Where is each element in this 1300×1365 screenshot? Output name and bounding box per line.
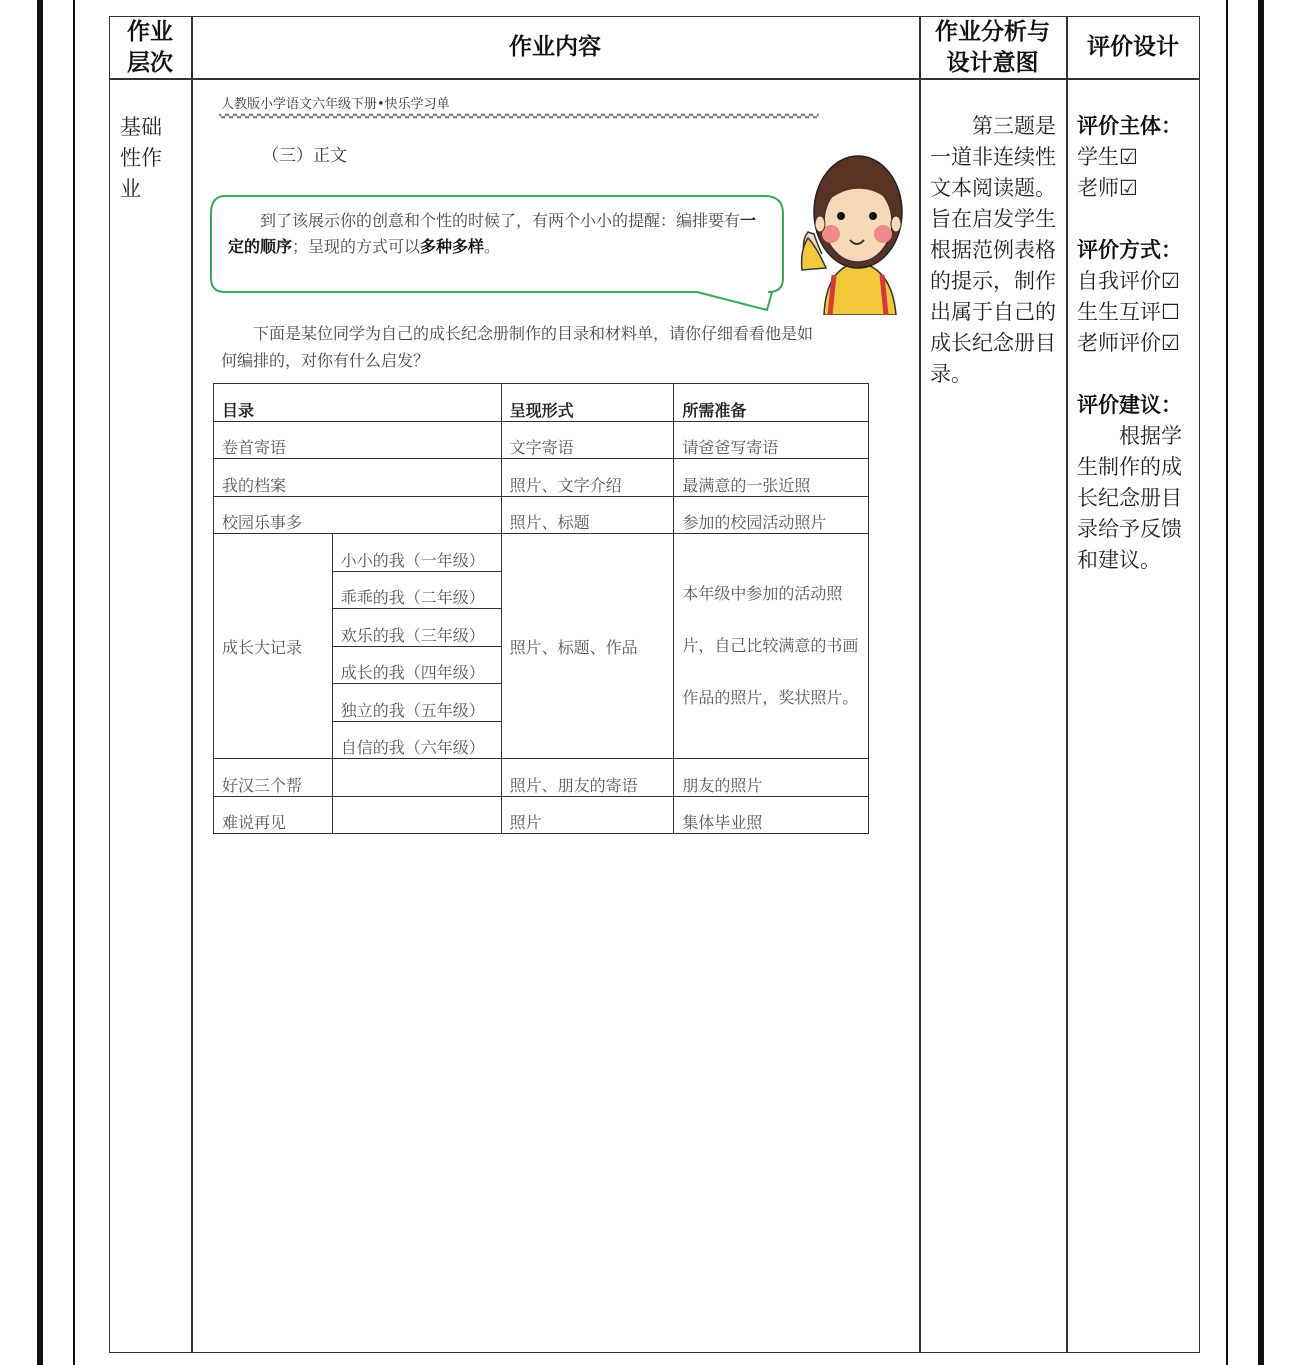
evaluation-advice-title: 评价建议： [1077, 393, 1182, 417]
right-edge-bar [1258, 0, 1264, 1365]
catalog-header-cell: 呈现形式 [501, 384, 674, 422]
col-divider-1 [191, 16, 193, 1353]
worksheet-source-title: 人教版小学语文六年级下册•快乐学习单 [221, 97, 450, 112]
catalog-table [213, 383, 869, 834]
table-cell: 最满意的一张近照 [674, 459, 869, 497]
table-row [214, 459, 869, 497]
table-cell: 照片、标题 [501, 496, 674, 534]
growth-sub-cell: 独立的我（五年级） [332, 684, 501, 722]
evaluation-subject-title: 评价主体： [1077, 114, 1182, 138]
catalog-header-row [214, 384, 869, 422]
table-cell: 请爸爸写寄语 [674, 421, 869, 459]
growth-sub-cell: 自信的我（六年级） [332, 721, 501, 759]
col-divider-3 [1066, 16, 1068, 1353]
table-cell: 集体毕业照 [674, 796, 869, 834]
table-cell: 文字寄语 [501, 421, 674, 459]
section-heading: （三）正文 [262, 146, 347, 166]
evaluation-method-item: 老师评价☑ [1077, 331, 1180, 355]
growth-sub-cell: 成长的我（四年级） [332, 646, 501, 684]
intro-paragraph: 下面是某位同学为自己的成长纪念册制作的目录和材料单，请你仔细看看他是如何编排的，对你有什么启发？ [221, 324, 814, 370]
evaluation-panel [1077, 111, 1189, 576]
table-cell [332, 759, 501, 797]
analysis-text: 第三题是一道非连续性文本阅读题。旨在启发学生根据范例表格的提示，制作出属于自己的成长纪念册目录。 [930, 114, 1056, 386]
table-cell: 我的档案 [214, 459, 502, 497]
table-cell: 难说再见 [214, 796, 333, 834]
evaluation-advice-text: 根据学生制作的成长纪念册目录给予反馈和建议。 [1077, 424, 1182, 572]
left-edge-bar [37, 0, 43, 1365]
growth-sub-cell: 欢乐的我（三年级） [332, 609, 501, 647]
evaluation-subject-item: 学生☑ [1077, 145, 1138, 169]
table-row [214, 796, 869, 834]
level-text: 基础性作业 [120, 115, 162, 201]
header-level: 作业层次 [127, 19, 173, 76]
growth-sub-cell: 小小的我（一年级） [332, 534, 501, 572]
table-cell [332, 796, 501, 834]
table-cell: 卷首寄语 [214, 421, 502, 459]
table-cell: 好汉三个帮 [214, 759, 333, 797]
evaluation-method-item: 生生互评☐ [1077, 300, 1180, 324]
header-analysis: 作业分析与设计意图 [935, 19, 1050, 76]
growth-prep-cell: 本年级中参加的活动照片，自己比较满意的书画作品的照片，奖状照片。 [674, 534, 869, 759]
wavy-underline [219, 112, 819, 120]
table-cell: 校园乐事多 [214, 496, 502, 534]
header-evaluation: 评价设计 [1087, 34, 1179, 60]
table-row [214, 534, 869, 572]
left-edge-thin [73, 0, 75, 1365]
cartoon-girl-image [796, 150, 921, 315]
evaluation-method-item: 自我评价☑ [1077, 269, 1180, 293]
table-row [214, 496, 869, 534]
growth-form-cell: 照片、标题、作品 [501, 534, 674, 759]
table-cell: 照片 [501, 796, 674, 834]
table-cell: 朋友的照片 [674, 759, 869, 797]
catalog-header-cell: 所需准备 [674, 384, 869, 422]
header-content: 作业内容 [509, 34, 601, 60]
right-edge-thin [1226, 0, 1228, 1365]
evaluation-method-title: 评价方式： [1077, 238, 1182, 262]
growth-label-cell: 成长大记录 [214, 534, 333, 759]
table-cell: 参加的校园活动照片 [674, 496, 869, 534]
table-cell: 照片、朋友的寄语 [501, 759, 674, 797]
table-row [214, 759, 869, 797]
catalog-header-cell: 目录 [214, 384, 502, 422]
table-row [214, 421, 869, 459]
table-cell: 照片、文字介绍 [501, 459, 674, 497]
growth-sub-cell: 乖乖的我（二年级） [332, 571, 501, 609]
bubble-text: 到了该展示你的创意和个性的时候了，有两个小小的提醒：编排要有一定的顺序；呈现的方式可以多种多样。 [228, 211, 757, 256]
evaluation-subject-item: 老师☑ [1077, 176, 1138, 200]
